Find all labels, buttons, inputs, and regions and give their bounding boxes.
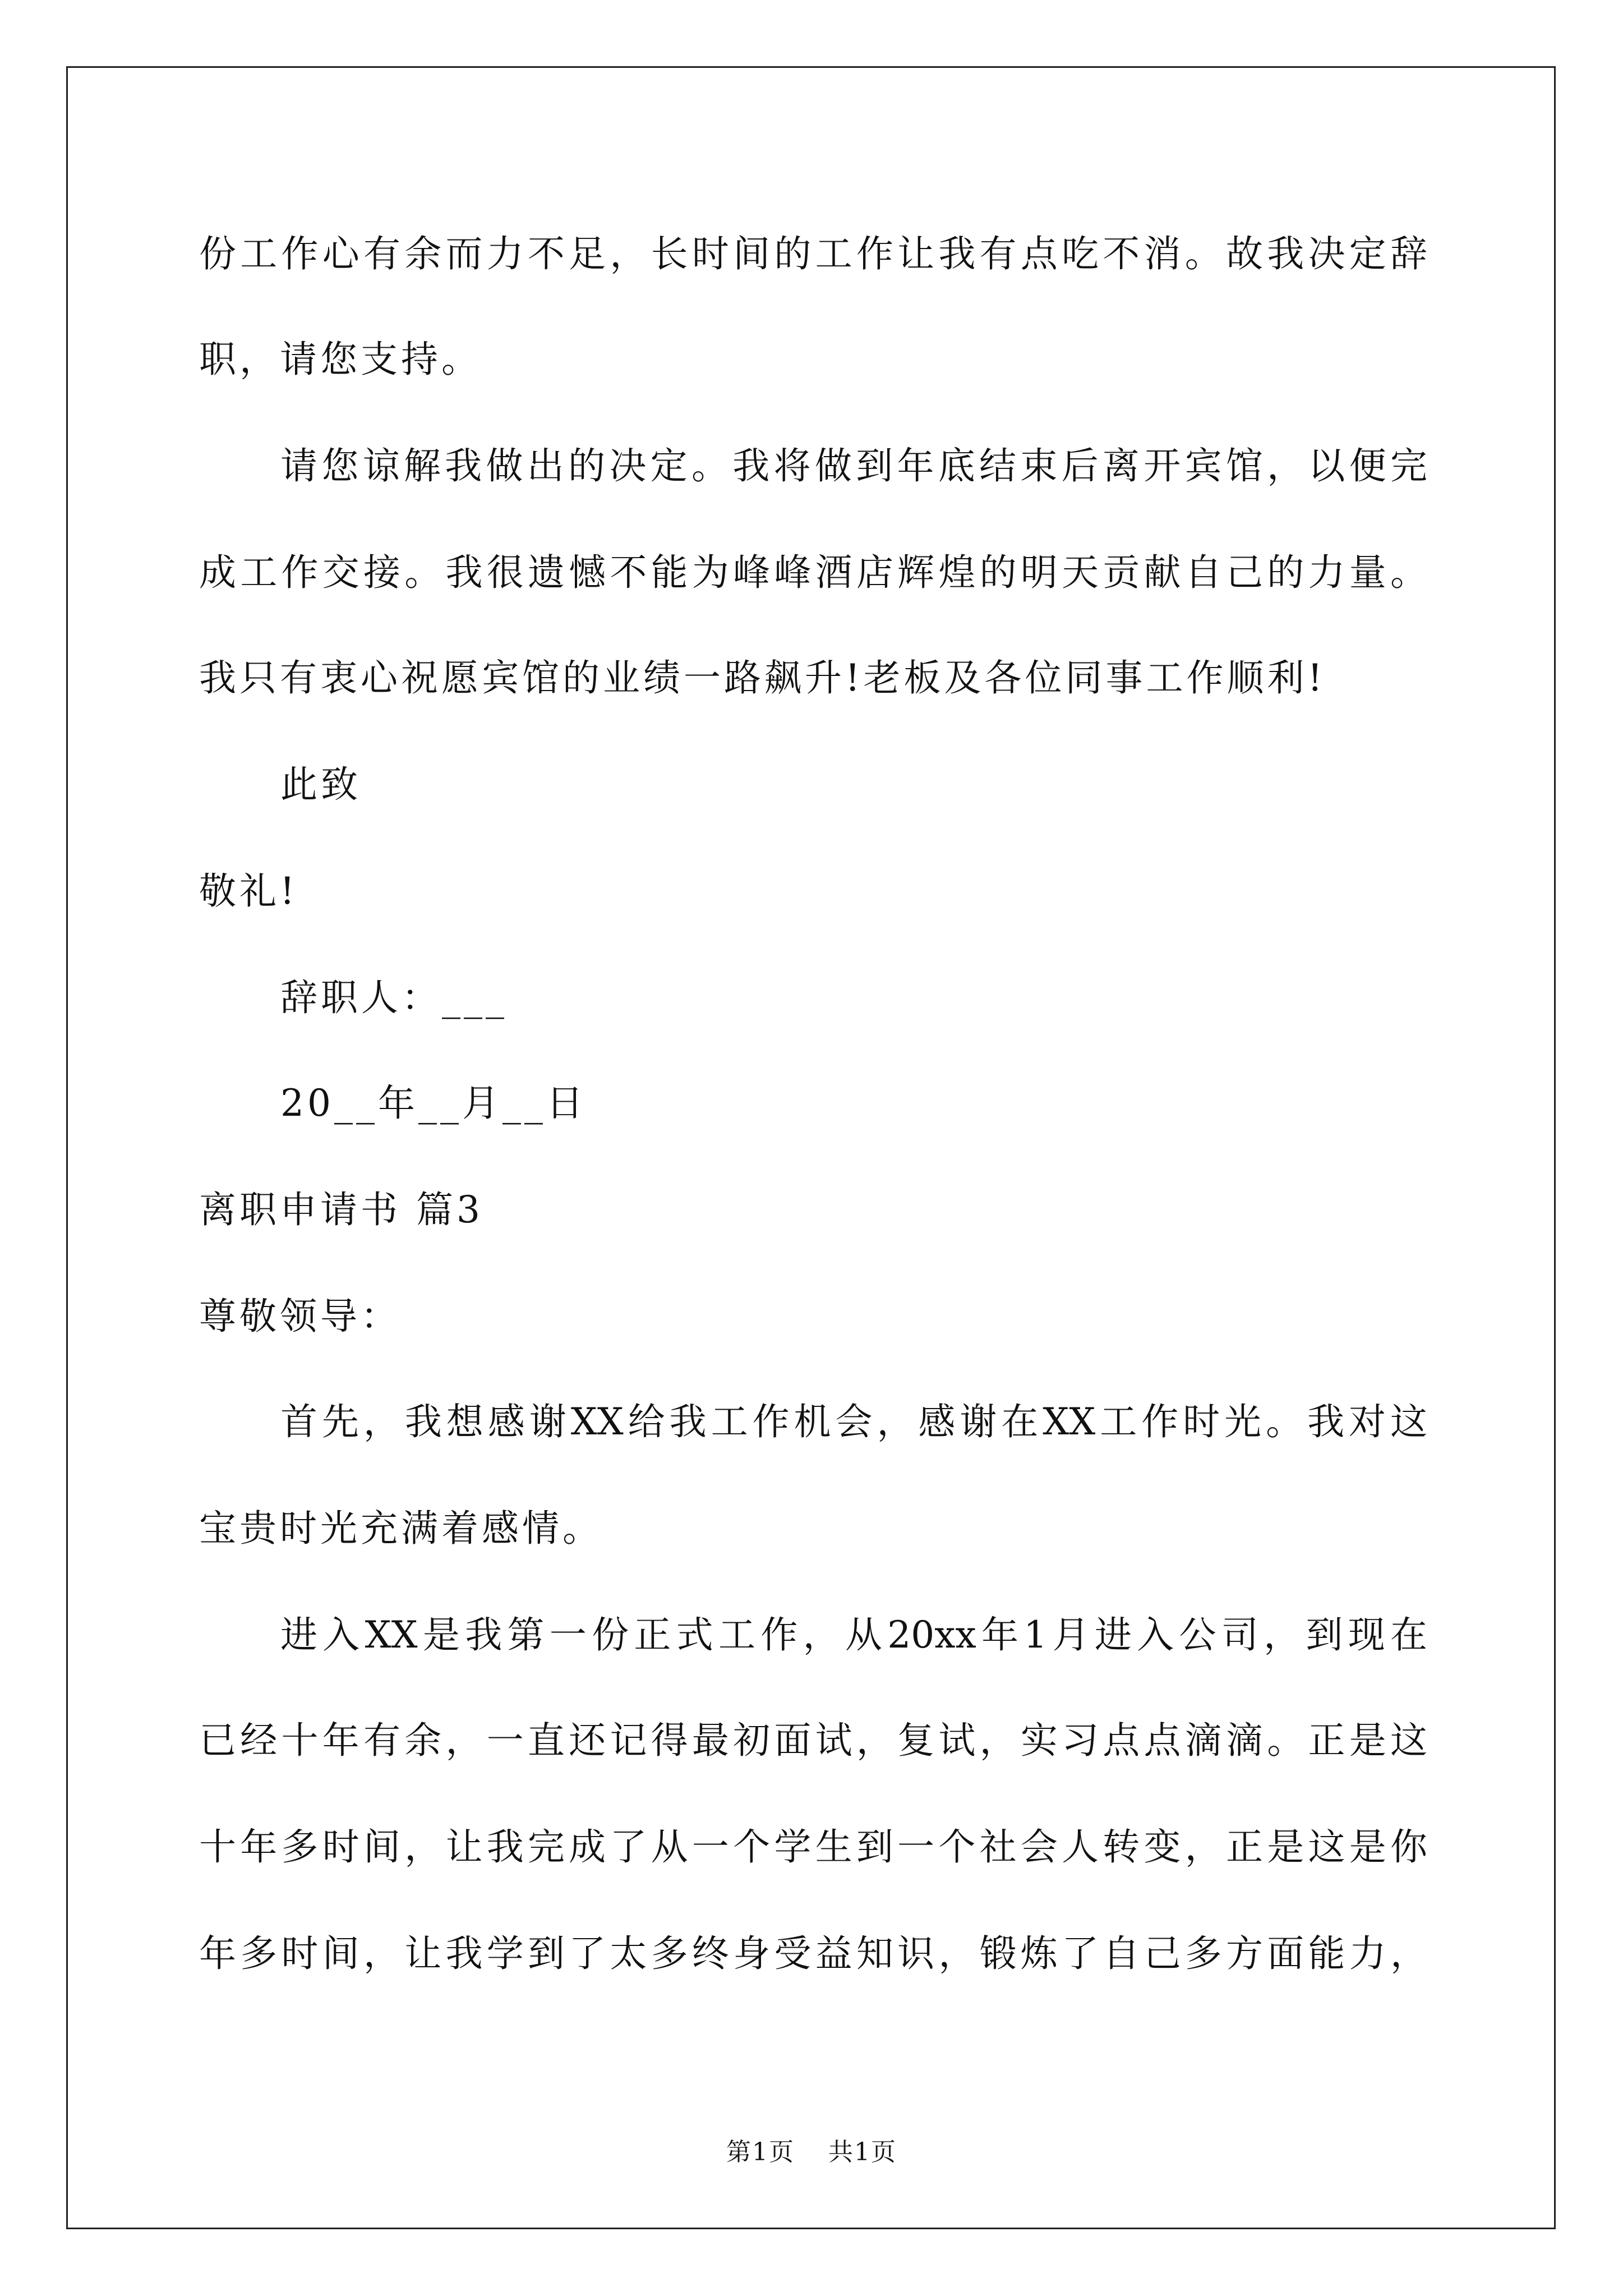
greeting: 尊敬领导： [199, 1295, 401, 1338]
page-footer [0, 2132, 1623, 2168]
closing-salutation: 此致 [280, 763, 361, 806]
paragraph-line: 请您谅解我做出的决定。我将做到年底结束后离开宾馆，以便完 [280, 444, 1427, 487]
date-line: 20__年__月__日 [280, 1082, 587, 1125]
page-number: 第1页 [726, 2138, 795, 2166]
paragraph-line: 首先，我想感谢XX给我工作机会，感谢在XX工作时光。我对这 [280, 1400, 1427, 1443]
paragraph-line: 十年多时间，让我完成了从一个学生到一个社会人转变，正是这是你 [199, 1825, 1427, 1869]
paragraph-line: 职，请您支持。 [199, 338, 482, 381]
paragraph-line: 份工作心有余而力不足，长时间的工作让我有点吃不消。故我决定辞 [199, 232, 1427, 275]
paragraph-line: 年多时间，让我学到了太多终身受益知识，锻炼了自己多方面能力， [199, 1932, 1427, 1975]
closing-regards: 敬礼! [199, 869, 298, 913]
paragraph-line: 我只有衷心祝愿宾馆的业绩一路飙升!老板及各位同事工作顺利! [199, 656, 1326, 700]
paragraph-line: 进入XX是我第一份正式工作，从20xx年1月进入公司，到现在 [280, 1613, 1427, 1657]
page-border [66, 66, 1556, 2229]
paragraph-line: 已经十年有余，一直还记得最初面试，复试，实习点点滴滴。正是这 [199, 1719, 1427, 1762]
page-total: 共1页 [828, 2138, 897, 2166]
paragraph-line: 成工作交接。我很遗憾不能为峰峰酒店辉煌的明天贡献自己的力量。 [199, 551, 1427, 594]
section-heading: 离职申请书 篇3 [199, 1188, 483, 1231]
signature-line: 辞职人：___ [280, 976, 508, 1019]
paragraph-line: 宝贵时光充满着感情。 [199, 1507, 603, 1550]
